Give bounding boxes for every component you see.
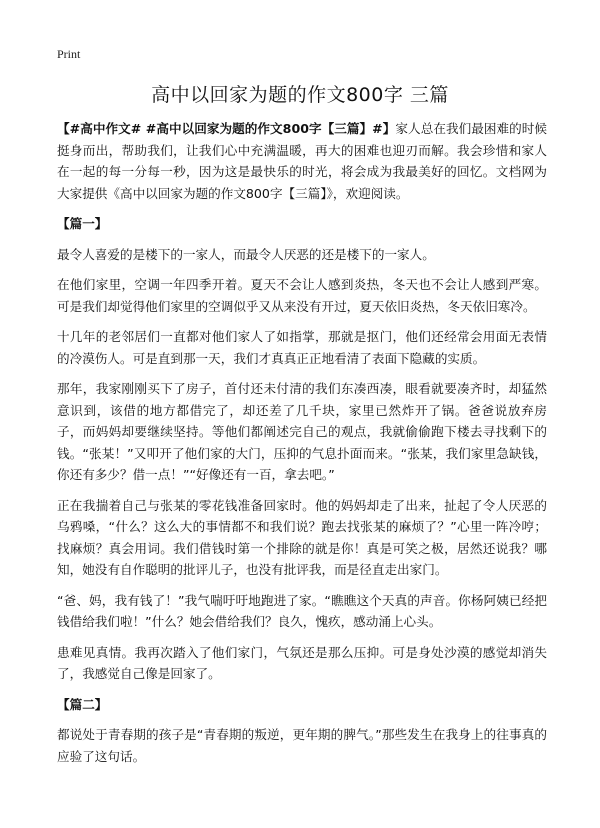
paragraph: 在他们家里，空调一年四季开着。夏天不会让人感到炎热，冬天也不会让人感到严寒。可是我们却觉得他们家里的空调似乎又从来没有开过，夏天依旧炎热，冬天依旧寒冷。 bbox=[57, 277, 547, 314]
intro-tag: 【#高中作文# #高中以回家为题的作文800字【三篇】#】 bbox=[57, 121, 396, 136]
section-heading-2: 【篇二】 bbox=[57, 696, 108, 712]
intro-text: 家人总在我们最困难的时候挺身而出，帮助我们，让我们心中充满温暖，再大的困难也迎刃而解。我会珍惜和家人在一起的每一分每一秒，因为这是最快乐的时光，将会成为我最美好的回忆。文档网为大家提供《高中以回家为题的作文800字【三篇】》，欢迎阅读。 bbox=[57, 121, 547, 201]
intro-paragraph bbox=[57, 118, 547, 204]
paragraph: 都说处于青春期的孩子是“青春期的叛逆，更年期的脾气。”那些发生在我身上的往事真的应验了这句话。 bbox=[57, 727, 547, 764]
paragraph: “爸、妈，我有钱了！”我气喘吁吁地跑进了家。“瞧瞧这个天真的声音。你杨阿姨已经把钱借给我们啦！”什么？她会借给我们？良久，愧疚，感动涌上心头。 bbox=[57, 592, 547, 629]
print-label: Print bbox=[57, 47, 81, 61]
paragraph: 十几年的老邻居们一直都对他们家人了如指掌，那就是抠门，他们还经常会用面无表情的冷漠伤人。可是直到那一天，我们才真真正正地看清了表面下隐藏的实质。 bbox=[57, 329, 547, 366]
section-heading-1: 【篇一】 bbox=[57, 216, 108, 231]
paragraph: 患难见真情。我再次踏入了他们家门，气氛还是那么压抑。可是身处沙漠的感觉却消失了，我感觉自己像是回家了。 bbox=[57, 644, 547, 681]
document-body bbox=[57, 118, 547, 776]
paragraph: 最令人喜爱的是楼下的一家人，而最令人厌恶的还是楼下的一家人。 bbox=[57, 246, 435, 262]
paragraph: 那年，我家刚刚买下了房子，首付还未付清的我们东凑西凑，眼看就要凑齐时，却猛然意识到，该借的地方都借完了，却还差了几千块，家里已然炸开了锅。爸爸说放弃房子，而妈妈却要继续坚持。等他们都阐述完自己的观点，我就偷偷跑下楼去寻找剩下的钱。“张某！”又叩开了他们家的大门，压抑的气息扑面而来。“张某，我们家里急缺钱，你还有多少？借一点！”“好像还有一百，拿去吧。” bbox=[57, 381, 547, 482]
paragraph: 正在我揣着自己与张某的零花钱准备回家时。他的妈妈却走了出来，扯起了令人厌恶的乌鸦嗓，“什么？这么大的事情都不和我们说？跑去找张某的麻烦了？”心里一阵冷哼；找麻烦？真会用词。我们借钱时第一个排除的就是你！真是可笑之极，居然还说我？哪知，她没有自作聪明的批评儿子，也没有批评我，而是径直走出家门。 bbox=[57, 497, 547, 577]
page-title: 高中以回家为题的作文800字 三篇 bbox=[151, 84, 449, 106]
